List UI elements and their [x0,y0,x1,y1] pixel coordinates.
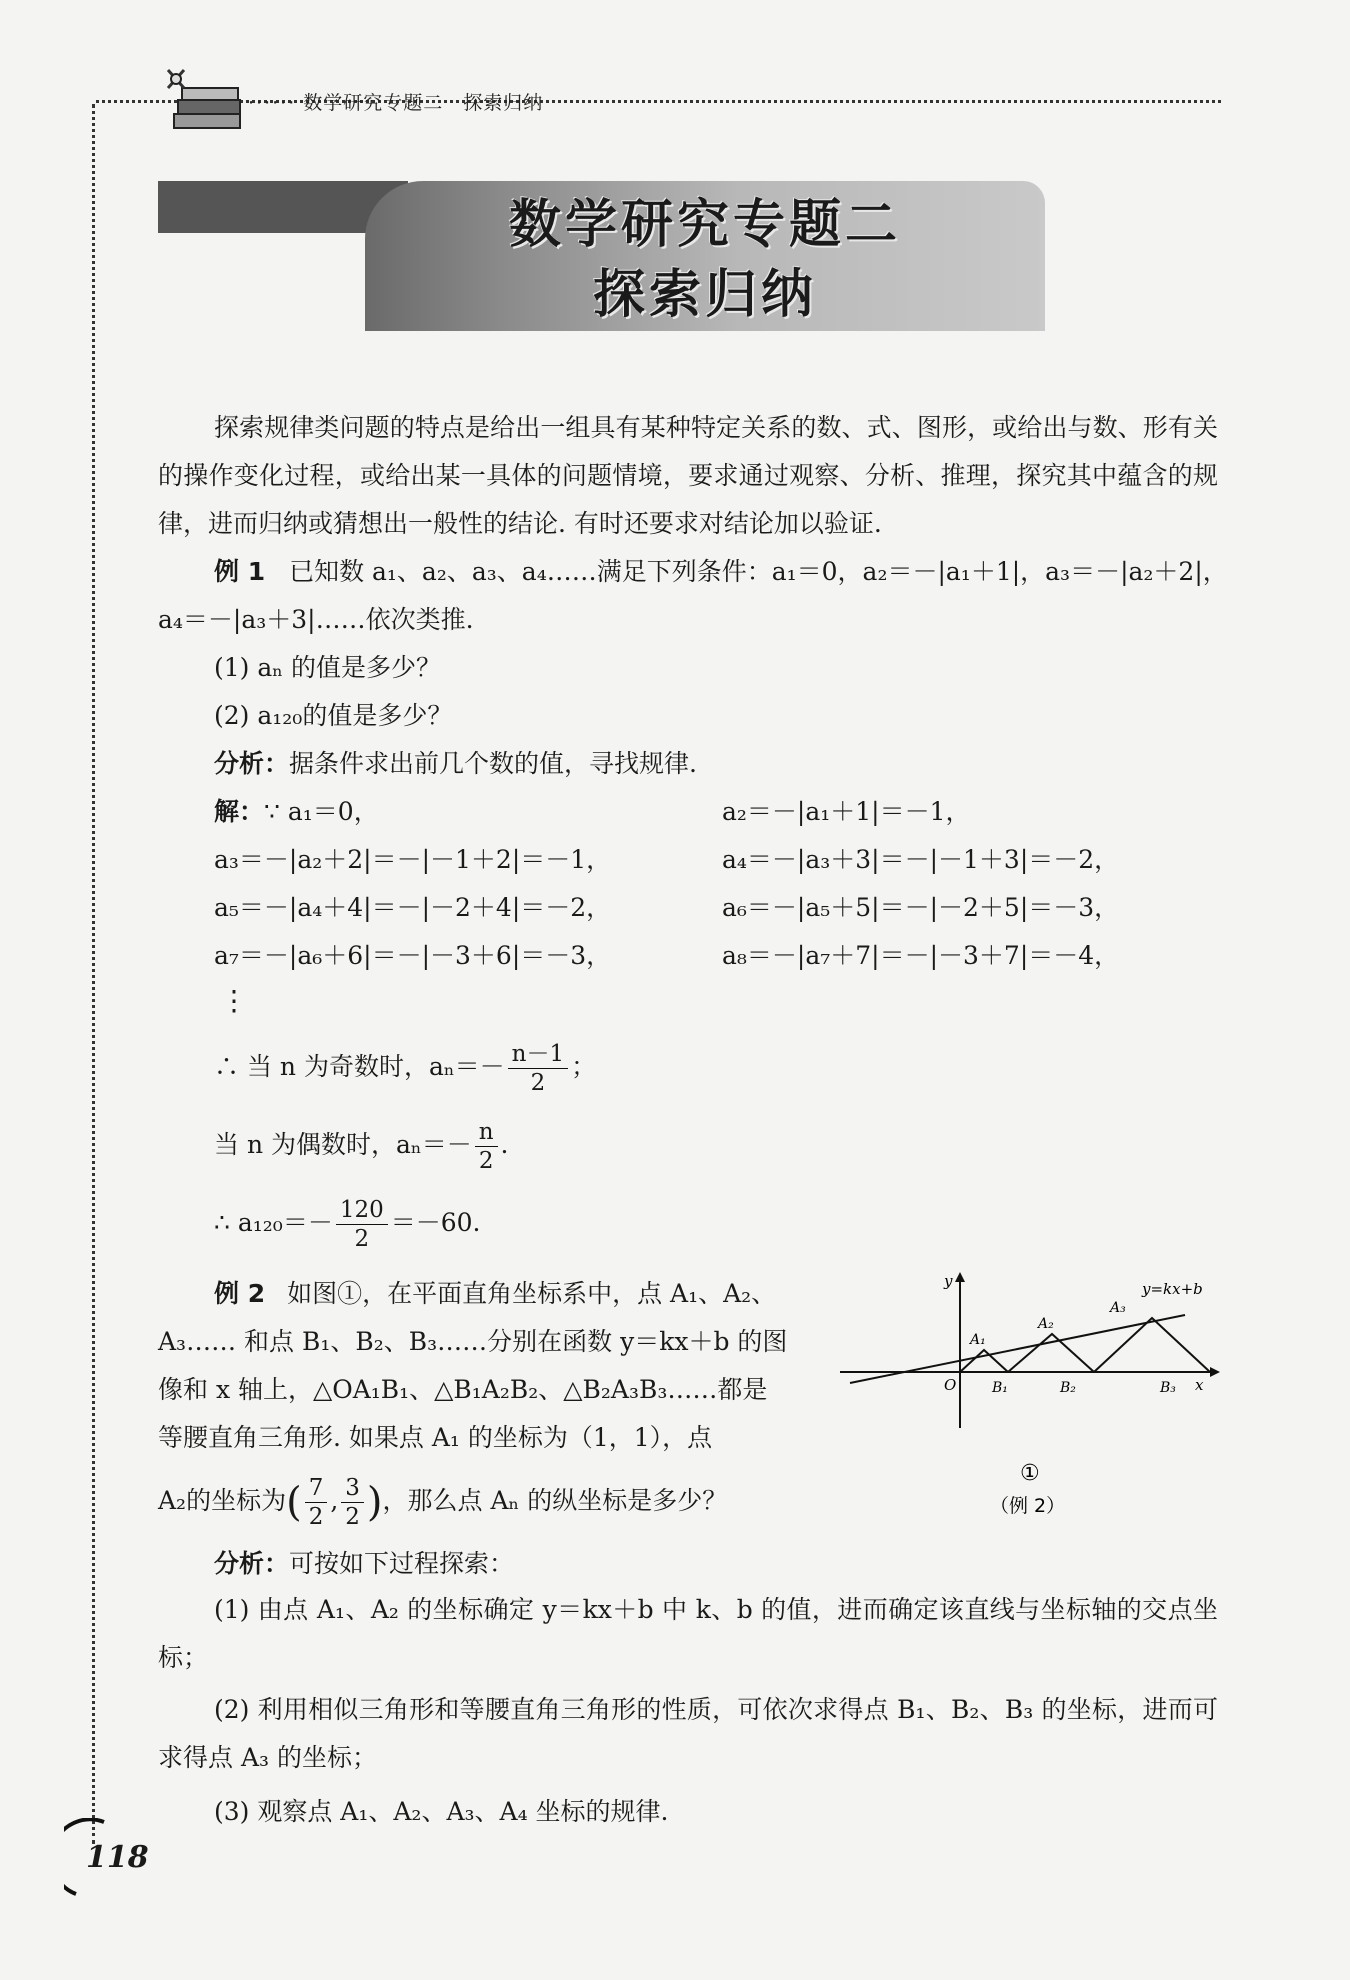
running-header [248,88,543,115]
example1-question2: (2) a₁₂₀的值是多少？ [214,701,453,730]
point-b3-label: B₃ [1160,1380,1176,1396]
analysis-step3: (3) 观察点 A₁、A₂、A₃、A₄ 坐标的规律. [214,1797,669,1826]
chapter-title [365,190,1045,330]
odd-case-prefix: ∴ 当 n 为奇数时，aₙ＝－ [214,1052,505,1081]
x-axis-arrow [1210,1367,1220,1377]
example2-line5-suffix: ，那么点 Aₙ 的纵坐标是多少？ [382,1486,728,1515]
analysis-step2: (2) 利用相似三角形和等腰直角三角形的性质，可依次求得点 B₁、B₂、B₃ 的坐标，进而可求得点 A₃ 的坐标； [158,1695,1218,1772]
analysis-text: 据条件求出前几个数的值，寻找规律. [289,749,697,778]
example2-line5-prefix: A₂的坐标为 [158,1486,287,1515]
fraction-denominator: 2 [354,1226,370,1252]
example1-statement-line2: a₄＝－|a₃＋3|……依次类推. [158,605,474,634]
fraction-numerator: 120 [336,1196,388,1225]
solution-row-right: a₄＝－|a₃＋3|＝－|－1＋3|＝－2， [722,845,1120,874]
even-case [214,1118,509,1175]
example2-line1 [214,1274,776,1310]
chapter-title-line1: 数学研究专题二 [508,195,901,255]
example2-analysis [214,1544,514,1580]
point-a1-label: A₁ [970,1332,986,1348]
example2-text-line5: A₂的坐标为( $\frac{7}{2}$ , $\frac{3}{2}$ )，那么点 Aₙ 的纵坐标是多少？ [158,1475,728,1530]
close-paren: ) [366,1479,383,1526]
example2-figure [840,1268,1230,1528]
solution-start [214,792,379,828]
odd-case-fraction [508,1040,568,1097]
point-b1-label: B₁ [992,1380,1008,1396]
example1-analysis [214,744,697,780]
analysis-label: 分析： [214,749,290,778]
running-header-dots: ······ [248,92,297,114]
vertical-ellipsis: ⋮ [220,984,248,1017]
example1-line1 [214,552,1228,588]
coord-x-fraction [305,1474,328,1531]
fraction-numerator: n [475,1118,498,1147]
figure-marker: ① [1020,1461,1040,1486]
even-case-fraction [475,1118,498,1175]
fraction-denominator: 2 [308,1504,324,1530]
analysis-step1: (1) 由点 A₁、A₂ 的坐标确定 y＝kx＋b 中 k、b 的值，进而确定该直线与坐标轴的交点坐标； [158,1595,1218,1672]
odd-case-suffix: ； [571,1052,597,1081]
odd-case [214,1040,596,1097]
analysis-label: 分析： [214,1549,290,1578]
intro-paragraph: 探索规律类问题的特点是给出一组具有某种特定关系的数、式、图形，或给出与数、形有关的操作变化过程，或给出某一具体的问题情境，要求通过观察、分析、推理，探究其中蕴含的规律，进而归纳或猜想出一般性的结论. 有时还要求对结论加以验证. [158,413,1218,538]
final-answer-fraction [336,1196,388,1253]
triangle-3 [1094,1318,1210,1372]
fraction-denominator: 2 [530,1070,546,1096]
running-header-text: 数学研究专题二 探索归纳 [303,92,544,114]
solution-row-left: a₅＝－|a₄＋4|＝－|－2＋4|＝－2， [214,893,612,922]
open-paren: ( [286,1479,302,1526]
margin-dotted-rule [92,104,95,1844]
example2-text-line2: A₃…… 和点 B₁、B₂、B₃……分别在函数 y＝kx＋b 的图 [158,1327,788,1356]
solution-row-right: a₆＝－|a₅＋5|＝－|－2＋5|＝－3， [722,893,1120,922]
chapter-title-line2: 探索归纳 [592,265,817,325]
fraction-denominator: 2 [478,1148,494,1174]
point-a3-label: A₃ [1110,1300,1126,1316]
example2-text-line1: 如图①，在平面直角坐标系中，点 A₁、A₂、 [287,1279,777,1308]
final-answer-prefix: ∴ a₁₂₀＝－ [214,1208,333,1237]
coord-y-fraction [341,1474,364,1531]
books-icon [148,60,248,140]
page-number: 118 [86,1840,149,1875]
x-axis-label: x [1195,1376,1204,1394]
solution-label: 解： [214,797,265,826]
fraction-numerator: n－1 [508,1040,568,1069]
example1-statement-line1: 已知数 a₁、a₂、a₃、a₄……满足下列条件：a₁＝0，a₂＝－|a₁＋1|，a₃＝－|a₂＋2|， [289,557,1228,586]
solution-row-right: a₈＝－|a₇＋7|＝－|－3＋7|＝－4， [722,941,1120,970]
figure-caption: （例 2） [990,1495,1066,1517]
fraction-numerator: 7 [305,1474,328,1503]
solution-row-left: a₇＝－|a₆＋6|＝－|－3＋6|＝－3， [214,941,612,970]
fraction-numerator: 3 [341,1474,364,1503]
even-case-suffix: . [500,1130,509,1159]
line-equation-label: y=kx+b [1142,1280,1203,1298]
example2-label: 例 2 [214,1279,266,1308]
point-b2-label: B₂ [1060,1380,1076,1396]
final-answer-suffix: ＝－60. [390,1208,481,1237]
example2-text-line3: 像和 x 轴上，△OA₁B₁、△B₁A₂B₂、△B₂A₃B₃……都是 [158,1375,768,1404]
solution-first: ∵ a₁＝0， [264,797,379,826]
solution-row-right: a₂＝－|a₁＋1|＝－1， [722,797,971,826]
point-a2-label: A₂ [1038,1316,1054,1332]
analysis-text: 可按如下过程探索： [289,1549,515,1578]
example2-text-line4: 等腰直角三角形. 如果点 A₁ 的坐标为（1，1），点 [158,1423,713,1452]
fraction-denominator: 2 [345,1504,360,1530]
example1-label: 例 1 [214,557,266,586]
even-case-prefix: 当 n 为偶数时，aₙ＝－ [214,1130,472,1159]
triangle-2 [1008,1334,1094,1372]
y-axis-label: y [944,1272,953,1290]
y-axis-arrow [955,1272,965,1282]
example1-question1: (1) aₙ 的值是多少？ [214,653,442,682]
final-answer [214,1196,481,1253]
solution-row-left: a₃＝－|a₂＋2|＝－|－1＋2|＝－1， [214,845,612,874]
origin-label: O [944,1376,957,1394]
